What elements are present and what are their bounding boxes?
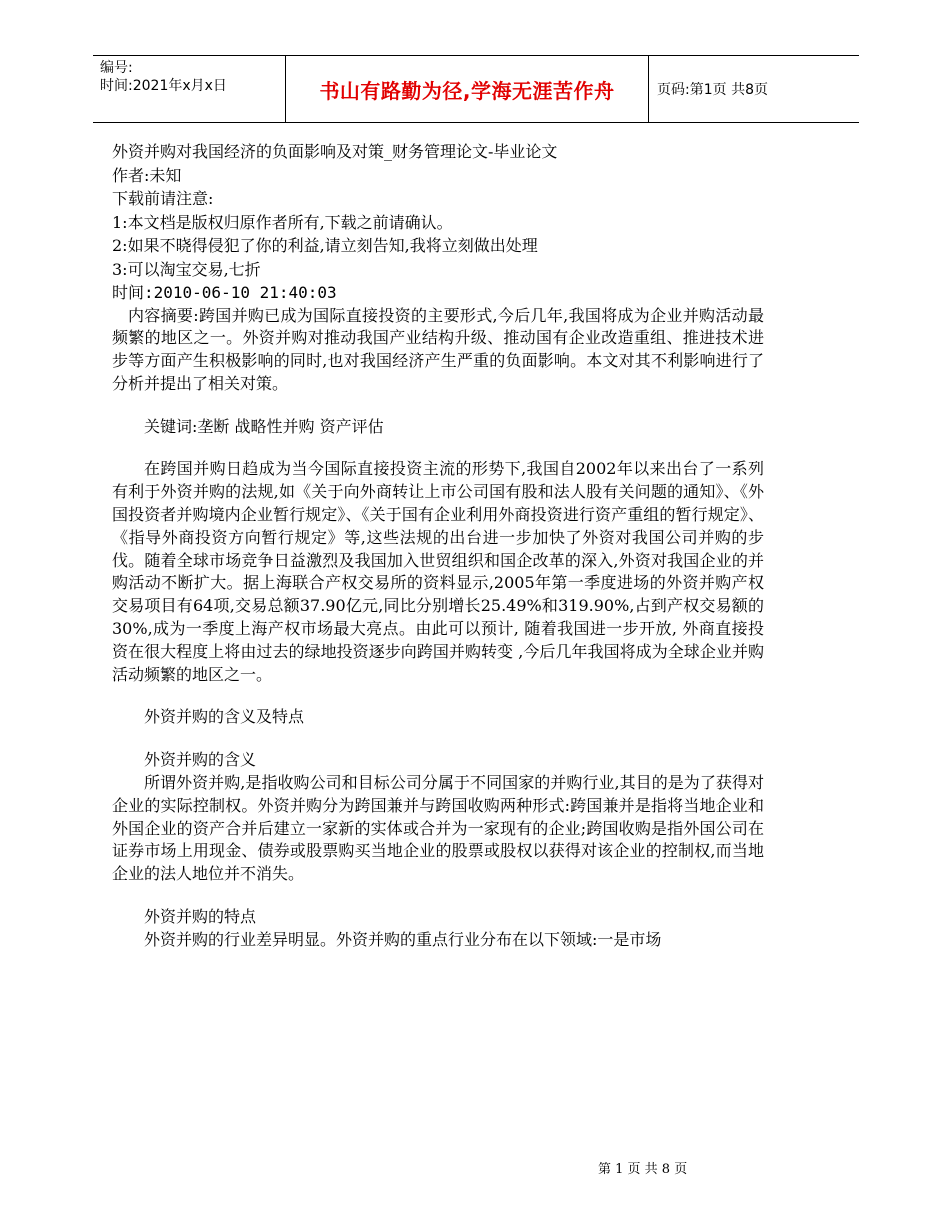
- subsection-heading-features: 外资并购的特点: [144, 907, 257, 927]
- page-footer: 第 1 页 共 8 页: [598, 1162, 688, 1177]
- section-heading: 外资并购的含义及特点: [144, 707, 305, 727]
- publish-time: 时间:2010-06-10 21:40:03: [112, 283, 337, 302]
- notice-item-3: 3:可以淘宝交易,七折: [112, 259, 261, 279]
- document-author: 作者:未知: [112, 165, 182, 185]
- document-number: 编号:: [100, 60, 133, 76]
- keywords: 关键词:垄断 战略性并购 资产评估: [144, 416, 384, 436]
- header-motto: 书山有路勤为径,学海无涯苦作舟: [285, 56, 649, 122]
- document-body: [112, 140, 764, 952]
- abstract-paragraph: 内容摘要:跨国并购已成为国际直接投资的主要形式,今后几年,我国将成为企业并购活动最频繁的地区之一。外资并购对推动我国产业结构升级、推动国有企业改造重组、推进技术进步等方面产生积极影响的同时,也对我国经济产生严重的负面影响。本文对其不利影响进行了分析并提出了相关对策。: [112, 305, 764, 393]
- notice-title: 下载前请注意:: [112, 189, 214, 208]
- document-time: 时间:2021年x月x日: [100, 78, 227, 94]
- document-meta: [112, 140, 764, 305]
- notice-item-2: 2:如果不晓得侵犯了你的利益,请立刻告知,我将立刻做出处理: [112, 236, 538, 255]
- header-info: [93, 56, 285, 122]
- document-title: 外资并购对我国经济的负面影响及对策_财务管理论文-毕业论文: [112, 142, 558, 161]
- subsection-heading-definition: 外资并购的含义: [144, 750, 257, 770]
- body-paragraph-1: 在跨国并购日趋成为当今国际直接投资主流的形势下,我国自2002年以来出台了一系列有利于外资并购的法规,如《关于向外商转让上市公司国有股和法人股有关问题的通知》、《外国投资者并购境内企业暂行规定》、《关于国有企业利用外商投资进行资产重组的暂行规定》、《指导外商投资方向暂行规定》等,这些法规的出台进一步加快了外资对我国公司并购的步伐。随着全球市场竞争日益激烈及我国加入世贸组织和国企改革的深入,外资对我国企业的并购活动不断扩大。据上海联合产权交易所的资料显示,2005年第一季度进场的外资并购产权交易项目有64项,交易总额37.90亿元,同比分别增长25.49%和319.90%,占到产权交易额的30%,成为一季度上海产权市场最大亮点。由此可以预计, 随着我国进一步开放, 外商直接投资在很大程度上将由过去的绿地投资逐步向跨国并购转变 ,今后几年我国将成为全球企业并购活动频繁的地区之一。: [112, 459, 764, 684]
- body-paragraph-2: 所谓外资并购,是指收购公司和目标公司分属于不同国家的并购行业,其目的是为了获得对企业的实际控制权。外资并购分为跨国兼并与跨国收购两种形式:跨国兼并是指将当地企业和外国企业的资产合并后建立一家新的实体或合并为一家现有的企业;跨国收购是指外国公司在证券市场上用现金、债券或股票购买当地企业的股票或股权以获得对该企业的控制权,而当地企业的法人地位并不消失。: [112, 773, 764, 884]
- notice-item-1: 1:本文档是版权归原作者所有,下载之前请确认。: [112, 212, 453, 232]
- page-header: [93, 55, 859, 123]
- header-page-number: 页码:第1页 共8页: [657, 82, 768, 98]
- body-paragraph-3: 外资并购的行业差异明显。外资并购的重点行业分布在以下领域:一是市场: [144, 929, 662, 949]
